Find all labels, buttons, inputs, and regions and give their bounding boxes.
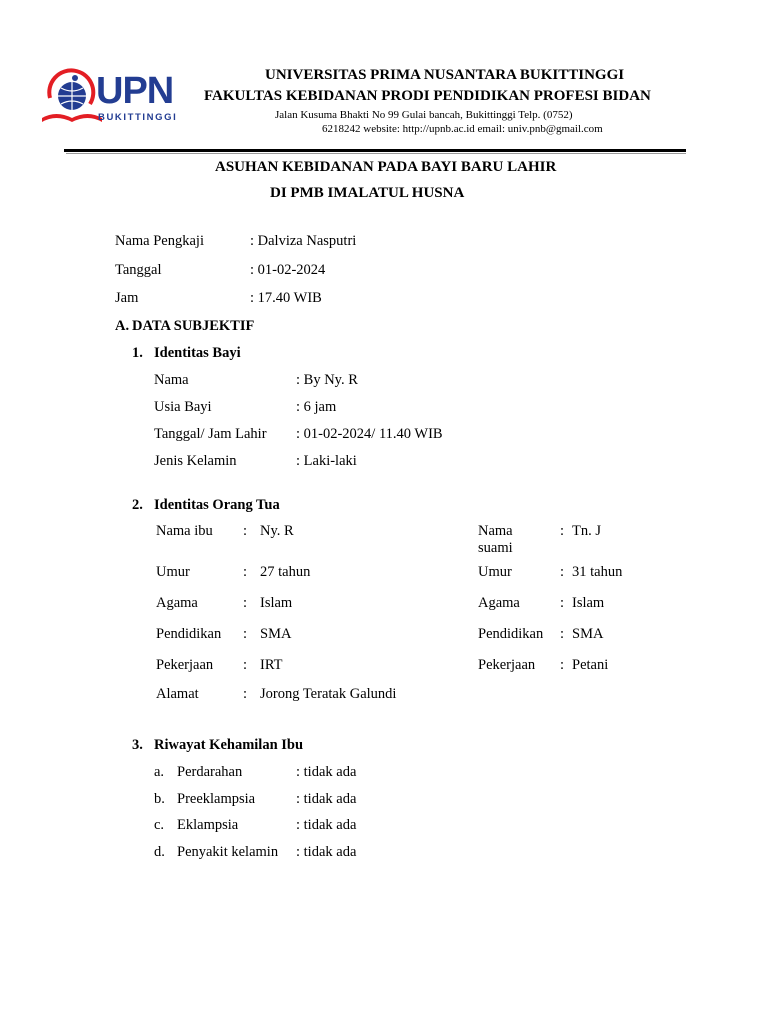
suami-value: Tn. J [572,523,601,539]
ibu-value: SMA [260,626,292,642]
list-letter: b. [154,791,165,807]
suami-colon: : [560,657,565,673]
ibu-label: Umur [156,564,190,580]
header-divider-shadow [66,153,686,154]
header-divider [64,149,686,152]
ibu-colon: : [243,523,248,539]
field-label: Penyakit kelamin [177,844,279,860]
field-value: : By Ny. R [296,372,358,388]
suami-label: Pekerjaan [478,657,536,673]
ibu-value: 27 tahun [260,564,311,580]
address-line-1: Jalan Kusuma Bhakti No 99 Gulai bancah, Bukittinggi Telp. (0752) [275,109,573,121]
subsection-heading: Identitas Bayi [154,345,241,361]
field-value: : 01-02-2024/ 11.40 WIB [296,426,443,442]
field-value: : tidak ada [296,844,357,860]
field-value: : 6 jam [296,399,337,415]
field-label: Nama [154,372,189,388]
ibu-label: Agama [156,595,198,611]
faculty-name: FAKULTAS KEBIDANAN PRODI PENDIDIKAN PROFESI BIDAN [204,88,651,104]
logo-city: BUKITTINGGI [98,112,178,123]
ibu-label: Pekerjaan [156,657,214,673]
ibu-label: Pendidikan [156,626,222,642]
suami-label: Umur [478,564,512,580]
document-title-line-2: DI PMB IMALATUL HUSNA [270,185,465,201]
list-letter: a. [154,764,165,780]
ibu-colon: : [243,564,248,580]
field-value: : Laki-laki [296,453,357,469]
subsection-number: 1. [132,345,143,361]
field-label: Jenis Kelamin [154,453,237,469]
suami-label: Agama [478,595,520,611]
list-letter: d. [154,844,165,860]
meta-label: Nama Pengkaji [115,233,204,249]
field-label: Tanggal/ Jam Lahir [154,426,267,442]
subsection-heading: Riwayat Kehamilan Ibu [154,737,304,753]
ibu-value: Ny. R [260,523,294,539]
section-a-heading: DATA SUBJEKTIF [132,318,255,334]
field-label: Perdarahan [177,764,243,780]
ibu-label: Alamat [156,686,199,702]
section-a-letter: A. [115,318,130,334]
suami-label: Nama [478,523,513,539]
suami-value: 31 tahun [572,564,623,580]
suami-colon: : [560,626,565,642]
field-value: : tidak ada [296,764,357,780]
suami-value: Petani [572,657,609,673]
suami-colon: : [560,564,565,580]
ibu-colon: : [243,657,248,673]
ibu-value: Islam [260,595,293,611]
meta-value: : Dalviza Nasputri [250,233,357,249]
meta-value: : 01-02-2024 [250,262,326,278]
field-label: Usia Bayi [154,399,212,415]
ibu-value: IRT [260,657,283,673]
document-title-line-1: ASUHAN KEBIDANAN PADA BAYI BARU LAHIR [215,159,557,175]
meta-label: Tanggal [115,262,162,278]
meta-label: Jam [115,290,139,306]
suami-colon: : [560,523,565,539]
field-label: Eklampsia [177,817,239,833]
meta-value: : 17.40 WIB [250,290,322,306]
subsection-number: 3. [132,737,143,753]
ibu-label: Nama ibu [156,523,213,539]
ibu-colon: : [243,595,248,611]
suami-label: Pendidikan [478,626,544,642]
field-label: Preeklampsia [177,791,256,807]
ibu-colon: : [243,626,248,642]
ibu-colon: : [243,686,248,702]
suami-value: Islam [572,595,605,611]
field-value: : tidak ada [296,817,357,833]
ibu-value: Jorong Teratak Galundi [260,686,397,702]
list-letter: c. [154,817,165,833]
suami-colon: : [560,595,565,611]
university-name: UNIVERSITAS PRIMA NUSANTARA BUKITTINGGI [265,67,625,83]
subsection-heading: Identitas Orang Tua [154,497,280,513]
address-line-2: 6218242 website: http://upnb.ac.id email: univ.pnb@gmail.com [322,123,603,135]
field-value: : tidak ada [296,791,357,807]
logo-acronym: UPN [96,70,174,112]
suami-value: SMA [572,626,604,642]
subsection-number: 2. [132,497,143,513]
suami-label-line-2: suami [478,540,513,556]
